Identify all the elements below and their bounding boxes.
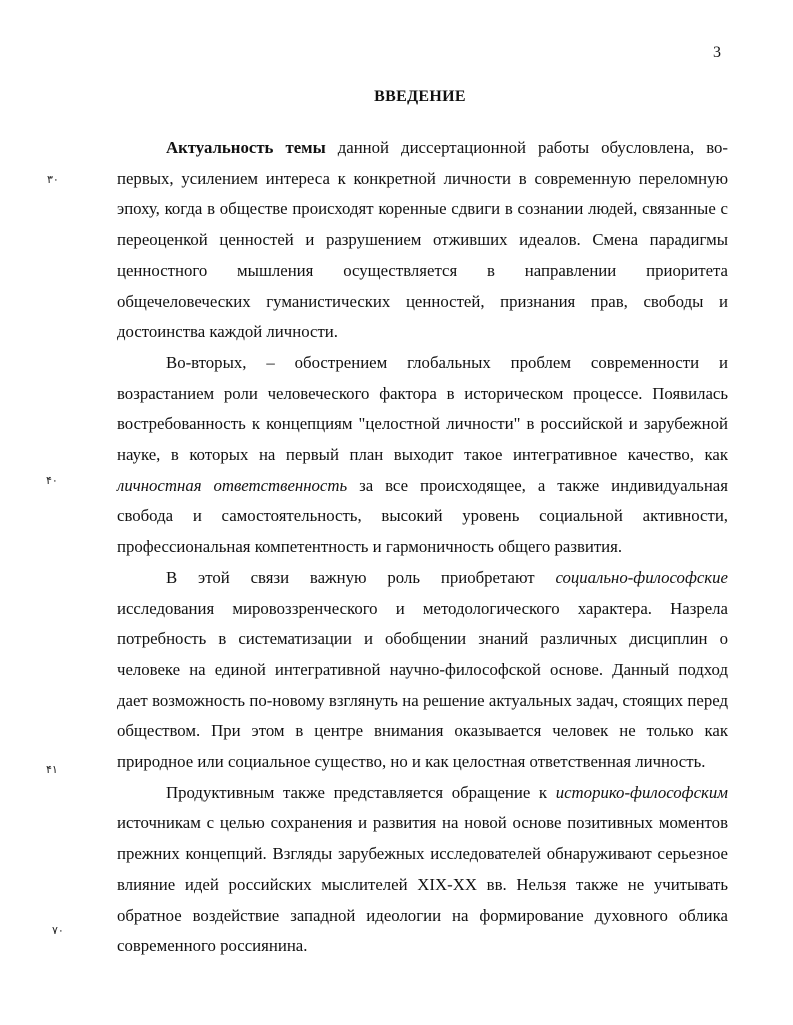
paragraph [117, 778, 728, 962]
section-heading: ВВЕДЕНИЕ [374, 88, 466, 105]
italic-term: историко-философским [555, 782, 728, 802]
paragraph-text: исследования мировоззренческого и методологического характера. Назрела потребность в систематизации и обобщении знаний различных дисциплин о человеке на единой интегративной научно-философской основе. Данный подход дает возможность по-новому взглянуть на решение актуальных задач, стоящих перед обществом. При этом в центре внимания оказывается человек не только как природное или социальное существо, но и как целостная ответственная личность. [117, 598, 728, 772]
italic-term: личностная ответственность [117, 475, 348, 495]
margin-mark: ۴١ [46, 764, 58, 776]
paragraph-text: данной диссертационной работы обусловлена, во-первых, усилением интереса к конкретной личности в современную переломную эпоху, когда в обществе происходят коренные сдвиги в сознании людей, связанные с переоценкой ценностей и разрушением отживших идеалов. Смена парадигмы ценностного мышления осуществляется в направлении приоритета общечеловеческих гуманистических ценностей, признания прав, свободы и достоинства каждой личности. [117, 138, 728, 342]
paragraph [117, 563, 728, 778]
italic-term: социально-философские [555, 567, 728, 587]
bold-lead: Актуальность темы [166, 138, 326, 157]
body-text [117, 133, 728, 962]
margin-mark: ۷٠ [52, 925, 64, 937]
paragraph-text: Продуктивным также представляется обращение к [166, 782, 556, 802]
paragraph-text: источникам с целью сохранения и развития на новой основе позитивных моментов прежних концепций. Взгляды зарубежных исследователей обнаруживают серьезное влияние идей российских мыслителей XIX-XX вв. Нельзя также не учитывать обратное воздействие западной идеологии на формирование духовного облика современного россиянина. [117, 813, 728, 956]
paragraph [117, 133, 728, 348]
paragraph-text: В этой связи важную роль приобретают [166, 567, 556, 587]
paragraph-text: за все происходящее, а также индивидуальная свобода и самостоятельность, высокий уровень социальной активности, профессиональная компетентность и гармоничность общего развития. [117, 475, 728, 557]
paragraph [117, 348, 728, 563]
margin-mark: ۴٠ [46, 475, 58, 487]
page-number: 3 [713, 44, 721, 61]
paragraph-text: Во-вторых, – обострением глобальных проблем современности и возрастанием роли человеческого фактора в историческом процессе. Появилась востребованность к концепциям "целостной личности" в российской и зарубежной науке, в которых на первый план выходит такое интегративное качество, как [117, 352, 728, 465]
margin-mark: ٣٠ [47, 174, 59, 186]
